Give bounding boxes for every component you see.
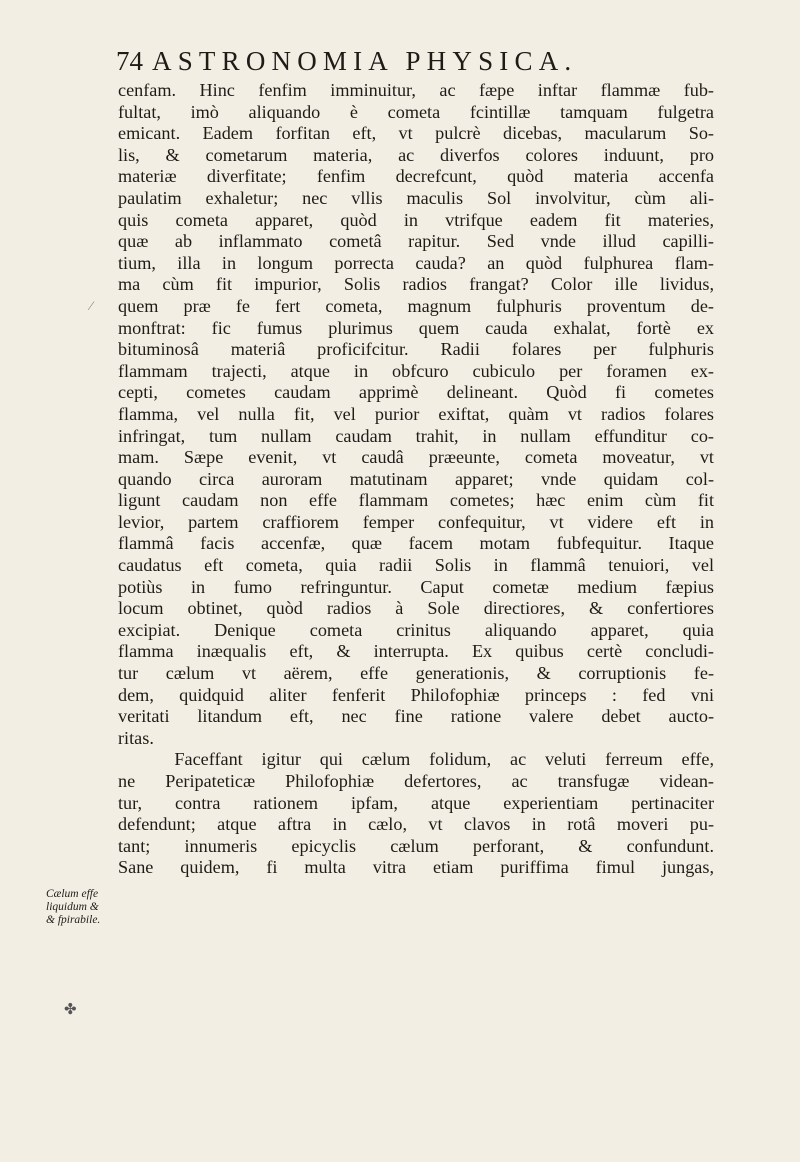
text-line: tant; innumeris epicyclis cælum perforant, & confundunt. [118, 835, 714, 856]
body-text [118, 80, 714, 879]
text-line: defendunt; atque aftra in cælo, vt clavos in rotâ moveri pu- [118, 814, 714, 835]
margin-note [46, 888, 116, 927]
text-line: emicant. Eadem forfitan eft, vt pulcrè dicebas, macularum So- [118, 123, 714, 144]
text-line: potiùs in fumo refringuntur. Caput cometæ medium fæpius [118, 576, 714, 597]
text-line: cenfam. Hinc fenfim imminuitur, ac fæpe inftar flammæ fub- [118, 80, 714, 100]
margin-note-line: & fpirabile. [46, 914, 101, 926]
text-line: flamma, vel nulla fit, vel purior exiftat, quàm vt radios folares [118, 403, 714, 424]
text-line: Faceffant igitur qui cælum folidum, ac veluti ferreum effe, [118, 749, 714, 770]
text-line: lis, & cometarum materia, ac diverfos colores induunt, pro [118, 144, 714, 165]
text-line: locum obtinet, quòd radios à Sole directiores, & confertiores [118, 598, 714, 619]
text-line: quem præ fe fert cometa, magnum fulphuris proventum de- [118, 295, 714, 316]
text-line: caudatus eft cometa, quia radii Solis in flammâ tenuiori, vel [118, 555, 714, 576]
text-line: quando circa auroram matutinam apparet; vnde quidam col- [118, 468, 714, 489]
text-line: tur, contra rationem ipfam, atque experientiam pertinaciter [118, 792, 714, 813]
text-line: ma cùm fit impurior, Solis radios frangat? Color ille lividus, [118, 274, 714, 295]
text-line: ne Peripateticæ Philofophiæ defertores, ac transfugæ videan- [118, 771, 714, 791]
text-line: tium, illa in longum porrecta cauda? an quòd fulphurea flam- [118, 252, 714, 273]
text-line: quæ ab inflammato cometâ rapitur. Sed vnde illud capilli- [118, 231, 714, 252]
text-line: infringat, tum nullam caudam trahit, in nullam effunditur co- [118, 425, 714, 446]
text-line: bituminosâ materiâ proficifcitur. Radii folares per fulphuris [118, 339, 714, 360]
margin-note-line: Cælum effe [46, 888, 99, 900]
text-line: Sane quidem, fi multa vitra etiam puriffima fimul jungas, [118, 857, 714, 878]
text-line: flammam trajecti, atque in obfcuro cubiculo per foramen ex- [118, 360, 714, 381]
text-line: excipiat. Denique cometa crinitus aliquando apparet, quia [118, 619, 714, 640]
running-head: ASTRONOMIA PHYSICA. [152, 46, 578, 76]
text-line: quis cometa apparet, quòd in vtrifque eadem fit materies, [118, 209, 714, 230]
text-line: flammâ facis accenfæ, quæ facem motam fubfequitur. Itaque [118, 533, 714, 554]
text-line: fultat, imò aliquando è cometa fcintillæ tamquam fulgetra [118, 101, 714, 122]
text-line: veritati litandum eft, nec fine ratione valere debet aucto- [118, 706, 714, 727]
text-line: cepti, cometes caudam apprimè delineant. Quòd fi cometes [118, 382, 714, 403]
text-line: ligunt caudam non effe flammam cometes; hæc enim cùm fit [118, 490, 714, 511]
ornament-mark: ✤ [64, 1002, 77, 1018]
text-line: materiæ diverfitate; fenfim decrefcunt, quòd materia accenfa [118, 166, 714, 187]
stray-mark: ⁄ [90, 298, 93, 313]
text-line: mam. Sæpe evenit, vt caudâ præeunte, cometa moveatur, vt [118, 447, 714, 468]
text-line: levior, partem craffiorem femper confequitur, vt videre eft in [118, 511, 714, 532]
text-line: monftrat: fic fumus plurimus quem cauda exhalat, fortè ex [118, 317, 714, 338]
text-line: ritas. [118, 727, 154, 748]
text-line: tur cælum vt aërem, effe generationis, & corruptionis fe- [118, 663, 714, 684]
text-line: dem, quidquid aliter fenferit Philofophiæ princeps : fed vni [118, 684, 714, 705]
margin-note-line: liquidum & [46, 901, 99, 913]
page-number: 74 [116, 46, 143, 76]
text-line: flamma inæqualis eft, & interrupta. Ex quibus certè concludi- [118, 641, 714, 662]
text-line: paulatim exhaletur; nec vllis maculis Sol involvitur, cùm ali- [118, 187, 714, 208]
